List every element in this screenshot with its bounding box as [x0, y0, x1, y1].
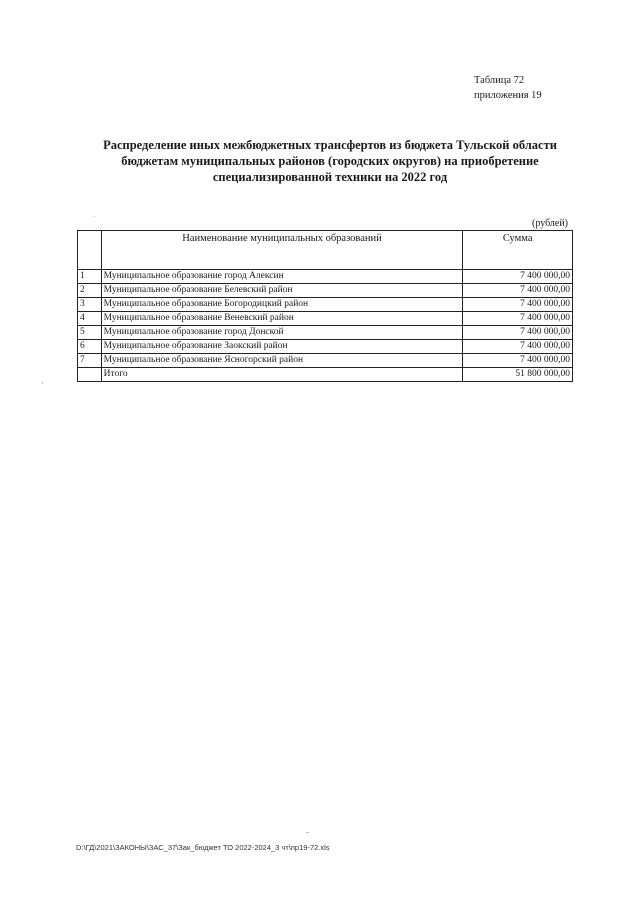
table-row	[78, 340, 573, 354]
transfers-table	[77, 230, 573, 382]
row-sum: 7 400 000,00	[463, 284, 573, 298]
table-row	[78, 354, 573, 368]
row-sum: 7 400 000,00	[463, 354, 573, 368]
table-header-row	[78, 231, 573, 270]
table-total-row	[78, 368, 573, 382]
row-number: 1	[78, 270, 102, 284]
row-municipality: Муниципальное образование Веневский район	[101, 312, 463, 326]
total-label: Итого	[101, 368, 463, 382]
total-number	[78, 368, 102, 382]
units-label: (рублей)	[532, 218, 569, 229]
appendix-number: приложения 19	[474, 90, 542, 101]
total-sum: 51 800 000,00	[463, 368, 573, 382]
row-number: 7	[78, 354, 102, 368]
row-municipality: Муниципальное образование Заокский район	[101, 340, 463, 354]
file-path-footer: D:\ГД\2021\ЗАКОНЫ\ЗАС_37\Зак_бюджет ТО 2022-2024_3 чт\пр19-72.xls	[76, 843, 330, 852]
row-municipality: Муниципальное образование город Алексин	[101, 270, 463, 284]
row-sum: 7 400 000,00	[463, 312, 573, 326]
scan-speck	[306, 832, 309, 833]
header-sum: Сумма	[463, 231, 573, 270]
table-reference	[474, 73, 542, 103]
document-title	[80, 137, 580, 185]
row-number: 2	[78, 284, 102, 298]
title-line-2: бюджетам муниципальных районов (городских округов) на приобретение	[121, 154, 539, 168]
header-municipality: Наименование муниципальных образований	[101, 231, 463, 270]
row-number: 5	[78, 326, 102, 340]
scan-speck	[94, 216, 95, 217]
table-row	[78, 326, 573, 340]
row-municipality: Муниципальное образование Богородицкий район	[101, 298, 463, 312]
row-number: 4	[78, 312, 102, 326]
table-row	[78, 312, 573, 326]
row-municipality: Муниципальное образование Ясногорский район	[101, 354, 463, 368]
row-number: 6	[78, 340, 102, 354]
table-row	[78, 298, 573, 312]
row-municipality: Муниципальное образование Белевский район	[101, 284, 463, 298]
row-municipality: Муниципальное образование город Донской	[101, 326, 463, 340]
row-sum: 7 400 000,00	[463, 326, 573, 340]
row-number: 3	[78, 298, 102, 312]
table-row	[78, 270, 573, 284]
row-sum: 7 400 000,00	[463, 270, 573, 284]
title-line-3: специализированной техники на 2022 год	[212, 170, 448, 184]
header-number	[78, 231, 102, 270]
title-line-1: Распределение иных межбюджетных трансфертов из бюджета Тульской области	[103, 138, 557, 152]
scan-speck	[42, 382, 43, 384]
table-number: Таблица 72	[474, 75, 525, 86]
table-row	[78, 284, 573, 298]
row-sum: 7 400 000,00	[463, 340, 573, 354]
row-sum: 7 400 000,00	[463, 298, 573, 312]
